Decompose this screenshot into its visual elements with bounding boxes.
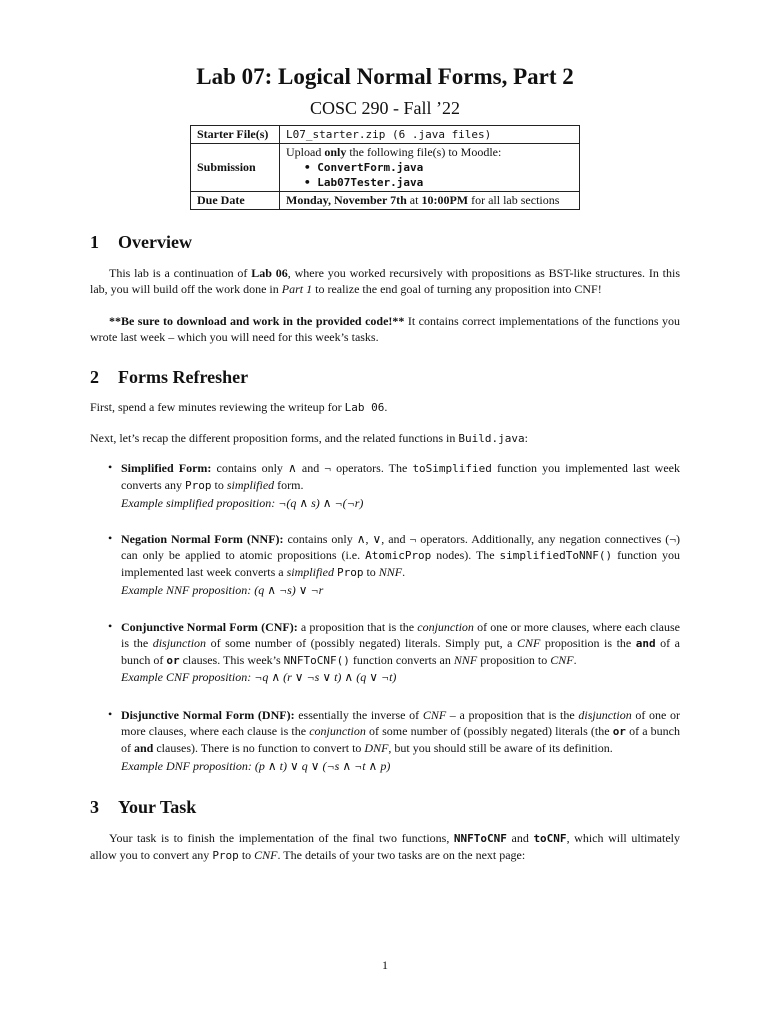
- text-run: of some number of (possibly negated) literals (the: [365, 724, 613, 738]
- text-run: clauses). There is no function to convert to: [153, 741, 365, 755]
- code-text: AtomicProp: [365, 549, 432, 562]
- starter-label: Starter File(s): [191, 126, 280, 144]
- text-run: .: [402, 565, 406, 579]
- text-run: of one or more clauses, where each clause is the: [121, 708, 680, 738]
- text-run: proposition to: [477, 653, 551, 667]
- example-formula: (q ∧ ¬s) ∨ ¬r: [254, 583, 324, 597]
- code-text: Prop: [336, 566, 364, 579]
- section-number: 3: [90, 797, 99, 817]
- code-text: simplifiedToNNF(): [499, 549, 613, 562]
- text-run: function you implemented last week converts any: [121, 461, 680, 492]
- due-label: Due Date: [191, 192, 280, 210]
- section-number: 1: [90, 232, 99, 252]
- emphasis: NNF: [378, 565, 403, 579]
- text-run: form.: [274, 478, 304, 492]
- list-item-dnf: [121, 707, 680, 756]
- list-item-nnf: [121, 531, 680, 581]
- due-post: for all lab sections: [468, 193, 560, 207]
- section-number: 2: [90, 367, 99, 387]
- submission-value: [280, 144, 580, 192]
- bold-text: and: [134, 741, 154, 755]
- warning-text: **Be sure to download and work in the provided code!**: [109, 314, 405, 328]
- example-label: Example simplified proposition:: [121, 496, 279, 510]
- example-formula: ¬(q ∧ s) ∧ ¬(¬r): [278, 496, 364, 510]
- emphasis: CNF: [254, 848, 278, 862]
- code-text: toCNF: [533, 832, 567, 845]
- list-item-cnf: [121, 619, 680, 669]
- overview-paragraph-2: [90, 313, 680, 345]
- page-number: 1: [382, 958, 388, 972]
- emphasis: CNF: [550, 653, 574, 667]
- refresher-paragraph-2: [90, 430, 680, 447]
- code-text: NNFToCNF(): [283, 654, 350, 667]
- text-run: to: [238, 848, 255, 862]
- code-text: NNFToCNF: [453, 832, 507, 845]
- example-nnf: [121, 583, 323, 598]
- table-row: [191, 144, 580, 192]
- emphasis: simplified: [226, 478, 275, 492]
- text-run: of a bunch of: [121, 724, 680, 755]
- text-run: and: [506, 831, 534, 845]
- text-run: . The details of your two tasks are on the next page:: [277, 848, 526, 862]
- code-text: Prop: [212, 849, 239, 862]
- submission-text-post: the following file(s) to Moodle:: [346, 145, 502, 159]
- lab-reference: Lab 06: [251, 266, 288, 280]
- text-run: First, spend a few minutes reviewing the writeup for: [90, 400, 345, 414]
- bullet-icon: •: [108, 619, 113, 633]
- section-title: Forms Refresher: [118, 367, 249, 387]
- table-row: [191, 126, 580, 144]
- text-run: contains only ∧, ∨, and ¬ operators. Additionally, any negation connectives (¬) can only be applied to atomic propositions (i.e.: [121, 532, 680, 562]
- text-run: to: [363, 565, 379, 579]
- task-paragraph: [90, 830, 680, 864]
- example-dnf: [121, 759, 390, 774]
- emphasis: disjunction: [152, 636, 207, 650]
- table-row: [191, 192, 580, 210]
- text-run: to realize the end goal of turning any proposition into CNF!: [312, 282, 602, 296]
- section-title: Overview: [118, 232, 192, 252]
- submission-text-pre: Upload: [286, 145, 325, 159]
- example-cnf: [121, 670, 396, 685]
- text-run: It contains correct implementations of the functions you wrote last week – which you will need for this week’s tasks.: [90, 314, 680, 344]
- text-run: .: [573, 653, 577, 667]
- text-run: a proposition that is the: [297, 620, 418, 634]
- bullet-icon: •: [108, 707, 113, 721]
- due-at: at: [406, 193, 422, 207]
- emphasis: CNF: [422, 708, 447, 722]
- due-date: Monday, November 7th: [286, 193, 407, 207]
- emphasis: simplified: [286, 565, 334, 579]
- example-formula: (p ∧ t) ∨ q ∨ (¬s ∧ ¬t ∧ p): [254, 759, 391, 773]
- document-title: Lab 07: Logical Normal Forms, Part 2: [196, 64, 574, 89]
- example-label: Example CNF proposition:: [121, 670, 255, 684]
- due-value: [280, 192, 580, 210]
- code-text: and: [635, 637, 656, 650]
- text-run: of a bunch of: [121, 636, 680, 667]
- text-run: clauses. This week’s: [179, 653, 284, 667]
- example-formula: ¬q ∧ (r ∨ ¬s ∨ t) ∧ (q ∨ ¬t): [254, 670, 397, 684]
- term: Conjunctive Normal Form (CNF):: [121, 620, 298, 634]
- text-run: Next, let’s recap the different proposition forms, and the related functions in: [90, 431, 459, 445]
- bullet-icon: •: [108, 531, 113, 545]
- text-run: proposition is the: [540, 636, 636, 650]
- example-label: Example DNF proposition:: [121, 759, 255, 773]
- submission-file-list: [286, 160, 573, 190]
- list-item: • Lab07Tester.java: [304, 175, 573, 190]
- section-title: Your Task: [118, 797, 197, 817]
- text-run: This lab is a continuation of: [109, 266, 252, 280]
- info-table: [190, 125, 580, 210]
- refresher-paragraph-1: [90, 399, 680, 416]
- emphasis: disjunction: [578, 708, 632, 722]
- part-reference: Part 1: [281, 282, 313, 296]
- text-run: Your task is to finish the implementation of the final two functions,: [109, 831, 454, 845]
- code-text: or: [166, 654, 180, 667]
- text-run: of one or more clauses, where each clause is the: [121, 620, 680, 650]
- submission-only: only: [324, 145, 347, 159]
- code-text: or: [612, 725, 626, 738]
- emphasis: conjunction: [417, 620, 474, 634]
- term: Simplified Form:: [121, 461, 212, 475]
- example-label: Example NNF proposition:: [121, 583, 255, 597]
- example-simplified: [121, 496, 363, 511]
- term: Negation Normal Form (NNF):: [121, 532, 284, 546]
- code-text: Lab 06: [344, 401, 385, 414]
- section-heading-forms-refresher: [90, 367, 248, 388]
- code-text: Build.java: [458, 432, 525, 445]
- text-run: to: [211, 478, 227, 492]
- emphasis: DNF: [364, 741, 389, 755]
- text-run: , which will ultimately allow you to convert any: [90, 831, 681, 862]
- due-time: 10:00PM: [421, 193, 469, 207]
- list-item: • ConvertForm.java: [304, 160, 573, 175]
- code-text: Prop: [184, 479, 212, 492]
- code-text: toSimplified: [412, 462, 492, 475]
- text-run: nodes). The: [431, 548, 500, 562]
- course-subtitle: COSC 290 - Fall ’22: [309, 98, 460, 118]
- list-item-simplified: [121, 460, 680, 494]
- emphasis: NNF: [453, 653, 478, 667]
- text-run: essentially the inverse of: [294, 708, 423, 722]
- text-run: , where you worked recursively with propositions as BST-like structures. In this lab, you will build off the work done in: [90, 266, 681, 296]
- text-run: function you implemented last week converts a: [121, 548, 680, 579]
- text-run: , but you should still be aware of its definition.: [388, 741, 613, 755]
- text-run: :: [524, 431, 528, 445]
- term: Disjunctive Normal Form (DNF):: [121, 708, 295, 722]
- bullet-icon: •: [108, 460, 113, 474]
- starter-value: L07_starter.zip (6 .java files): [280, 126, 580, 144]
- section-heading-overview: [90, 232, 192, 253]
- emphasis: conjunction: [309, 724, 366, 738]
- text-run: function converts an: [349, 653, 454, 667]
- emphasis: CNF: [517, 636, 541, 650]
- text-run: – a proposition that is the: [446, 708, 579, 722]
- text-run: .: [384, 400, 388, 414]
- text-run: contains only ∧ and ¬ operators. The: [211, 461, 413, 475]
- overview-paragraph-1: [90, 265, 680, 297]
- text-run: of some number of (possibly negated) literals. Simply put, a: [206, 636, 518, 650]
- submission-label: Submission: [191, 144, 280, 192]
- section-heading-your-task: [90, 797, 196, 818]
